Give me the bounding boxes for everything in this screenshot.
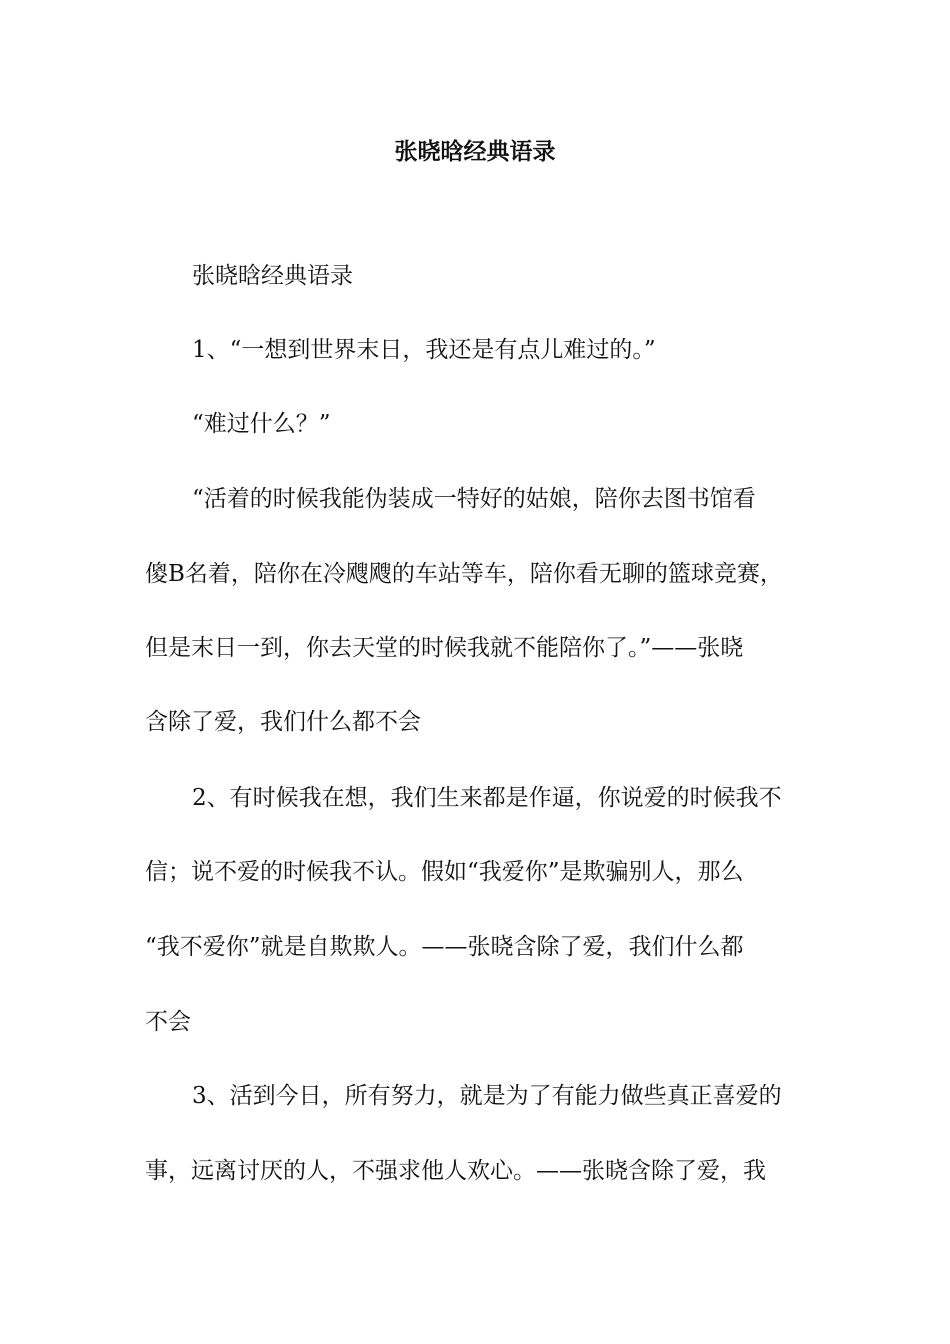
paragraph-line: 3、活到今日，所有努力，就是为了有能力做些真正喜爱的 bbox=[192, 1083, 782, 1109]
paragraph-line: 2、有时候我在想，我们生来都是作逼，你说爱的时候我不 bbox=[192, 785, 782, 811]
paragraph-line: “难过什么？” bbox=[192, 411, 331, 437]
subtitle-line: 张晓晗经典语录 bbox=[192, 263, 353, 289]
paragraph-line: 但是末日一到，你去天堂的时候我就不能陪你了。”——张晓 bbox=[145, 635, 744, 661]
paragraph-line: 信；说不爱的时候我不认。假如“我爱你”是欺骗别人，那么 bbox=[145, 859, 744, 885]
paragraph-line: 不会 bbox=[145, 1009, 191, 1035]
paragraph-line: 含除了爱，我们什么都不会 bbox=[145, 709, 421, 735]
document-title: 张晓晗经典语录 bbox=[394, 138, 556, 165]
paragraph-line: 事，远离讨厌的人，不强求他人欢心。——张晓含除了爱，我 bbox=[145, 1158, 766, 1184]
paragraph-line: 1、“一想到世界末日，我还是有点儿难过的。” bbox=[192, 337, 656, 363]
paragraph-line: 傻B名着，陪你在冷飕飕的车站等车，陪你看无聊的篮球竞赛， bbox=[145, 561, 783, 587]
paragraph-line: “活着的时候我能伪装成一特好的姑娘，陪你去图书馆看 bbox=[192, 486, 756, 512]
paragraph-line: “我不爱你”就是自欺欺人。——张晓含除了爱，我们什么都 bbox=[145, 934, 744, 960]
